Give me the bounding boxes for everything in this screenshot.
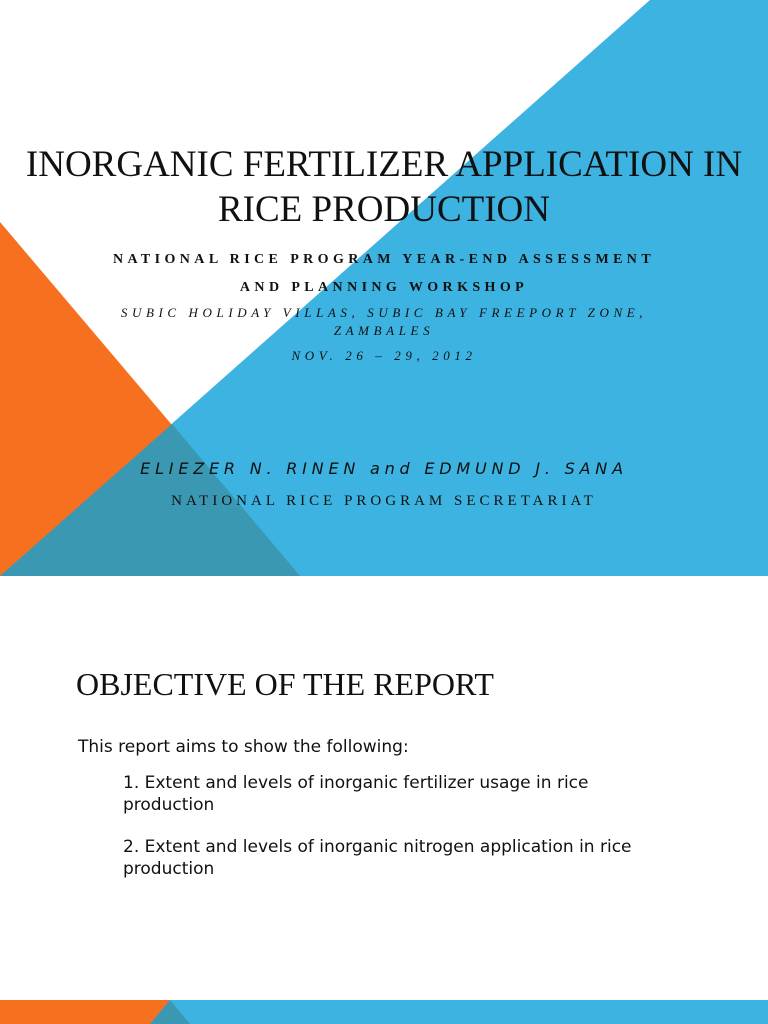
authors-text: ELIEZER N. RINEN and EDMUND J. SANA bbox=[140, 459, 628, 478]
slide-title bbox=[0, 142, 768, 232]
objective-intro: This report aims to show the following: bbox=[78, 737, 409, 757]
affiliation-text: NATIONAL RICE PROGRAM SECRETARIAT bbox=[171, 493, 597, 509]
objective-heading: OBJECTIVE OF THE REPORT bbox=[76, 666, 494, 702]
objective-item-2: 2. Extent and levels of inorganic nitrogen application in rice production bbox=[123, 837, 632, 879]
subtitle-line-2: AND PLANNING WORKSHOP bbox=[239, 280, 529, 295]
slide-title-line-1: INORGANIC FERTILIZER APPLICATION IN bbox=[25, 144, 743, 185]
bottom-bar-orange bbox=[0, 1000, 170, 1024]
date-text: NOV. 26 – 29, 2012 bbox=[291, 348, 477, 363]
workshop-subtitle bbox=[0, 246, 768, 302]
venue-text: SUBIC HOLIDAY VILLAS, SUBIC BAY FREEPORT ZONE, ZAMBALES bbox=[120, 305, 648, 338]
bottom-accent-bar bbox=[0, 1000, 768, 1024]
objective-item-1: 1. Extent and levels of inorganic fertilizer usage in rice production bbox=[123, 773, 589, 815]
slide-title-line-2: RICE PRODUCTION bbox=[218, 189, 550, 230]
objective-slide bbox=[0, 576, 768, 1024]
subtitle-line-1: NATIONAL RICE PROGRAM YEAR-END ASSESSMENT bbox=[112, 252, 656, 267]
